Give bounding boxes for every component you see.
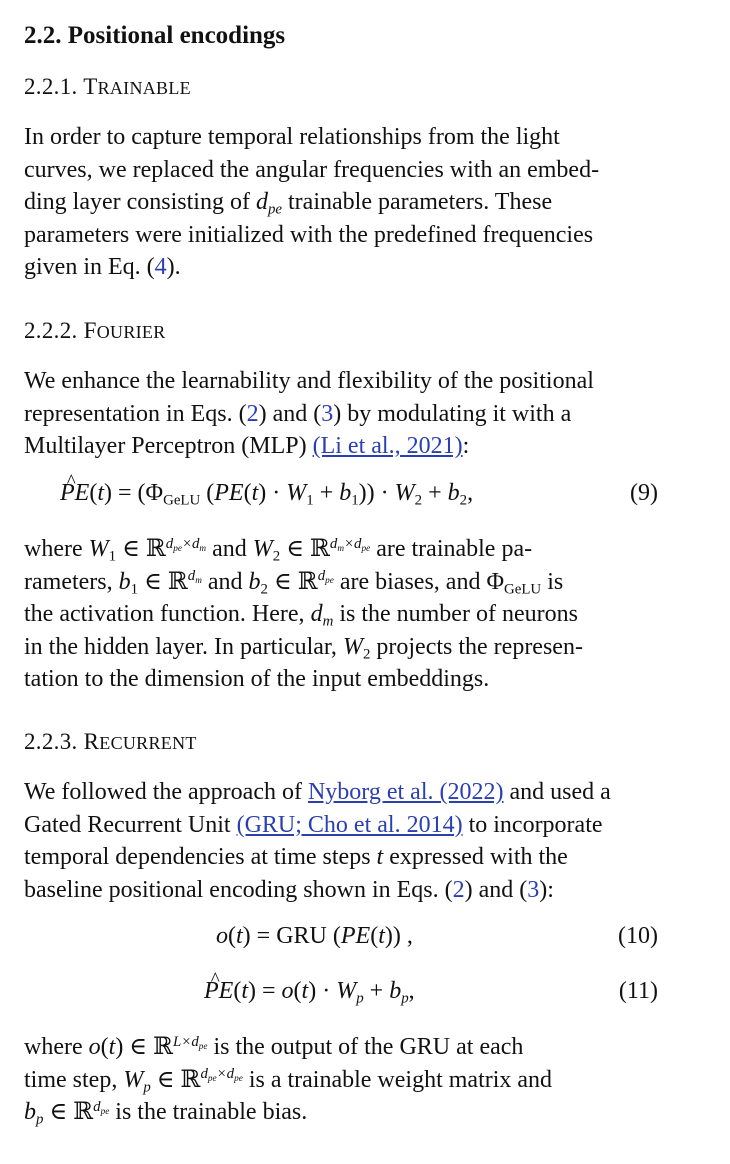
- equation-11-label: (11): [618, 978, 658, 1004]
- equation-11: ^ $PE(t) = o(t) \cdot W_p + b_p$, (11): [24, 978, 658, 1012]
- section-number: 2.2.: [24, 22, 62, 49]
- citation-li-2021[interactable]: (Li et al., 2021): [312, 433, 463, 460]
- paragraph-recurrent: We followed the approach of Nyborg et al. (2022) and used a Gated Recurrent Unit (GRU; Cho et al. 2014) to incorporate temporal dependencies at time steps t expressed with the baseline positional encoding shown in Eqs. (2) and (3):: [24, 779, 611, 903]
- eq-ref-2[interactable]: 2: [246, 400, 259, 427]
- paragraph-trainable: In order to capture temporal relationships from the light curves, we replaced the angular frequencies with an embed- ding layer consisting of $d_{pe}$ trainable parameters. These parameters were initialized with the predefined frequencies given in Eq. (4).: [24, 124, 600, 281]
- paragraph-recurrent-after: where o(t) ∈ ℝ$^{L\times d_{pe}}$ is the output of the GRU at each time step, $W_p$ ∈ ℝ$^{d_{pe}\times d_{pe}}$ is a trainable weight matrix and $b_p$ ∈ ℝ$^{d_{pe}}$ is the trainable bias.: [24, 1033, 553, 1128]
- equation-9-label: (9): [630, 480, 658, 506]
- paragraph-fourier: We enhance the learnability and flexibility of the positional representation in Eqs. (2) and (3) by modulating it with a Multilayer Perceptron (MLP) (Li et al., 2021):: [24, 368, 594, 460]
- eq-ref-3[interactable]: 3: [321, 400, 334, 427]
- section-heading: [24, 22, 285, 50]
- citation-cho-2014[interactable]: (GRU; Cho et al. 2014): [236, 811, 463, 838]
- paragraph-fourier-after: where $W_1$ ∈ ℝ$^{d_{pe}\times d_m}$ and $W_2$ ∈ ℝ$^{d_m\times d_{pe}}$ are trainable pa- rameters, $b_1$ ∈ ℝ$^{d_m}$ and $b_2$ ∈ ℝ$^{d_{pe}}$ are biases, and $\Phi_{GeLU}$ is the activation function. Here, $d_m$ is the number of neurons in the hidden layer. In particular, $W_2$ projects the represen- tation to the dimension of the input embeddings.: [24, 535, 583, 693]
- eq-ref-4[interactable]: 4: [154, 254, 167, 281]
- section-title: Positional encodings: [67, 22, 286, 49]
- equation-9: ^ $PE(t) = (\Phi_{GeLU}$ $(PE(t) \cdot W_1 + b_1)) \cdot W_2 + b_2$, (9): [24, 480, 658, 514]
- equation-10-label: (10): [618, 923, 658, 949]
- eq-ref-3b[interactable]: 3: [527, 876, 540, 903]
- eq-ref-2b[interactable]: 2: [452, 876, 465, 903]
- subsection-heading-recurrent: 2.2.3. RECURRENT: [24, 729, 197, 754]
- subsection-heading-trainable: 2.2.1. TRAINABLE: [24, 74, 191, 99]
- citation-nyborg-2022[interactable]: Nyborg et al. (2022): [307, 779, 504, 805]
- equation-10: o(t) = GRU (PE(t)) , (10): [216, 923, 658, 949]
- subsection-heading-fourier: 2.2.2. FOURIER: [24, 318, 166, 343]
